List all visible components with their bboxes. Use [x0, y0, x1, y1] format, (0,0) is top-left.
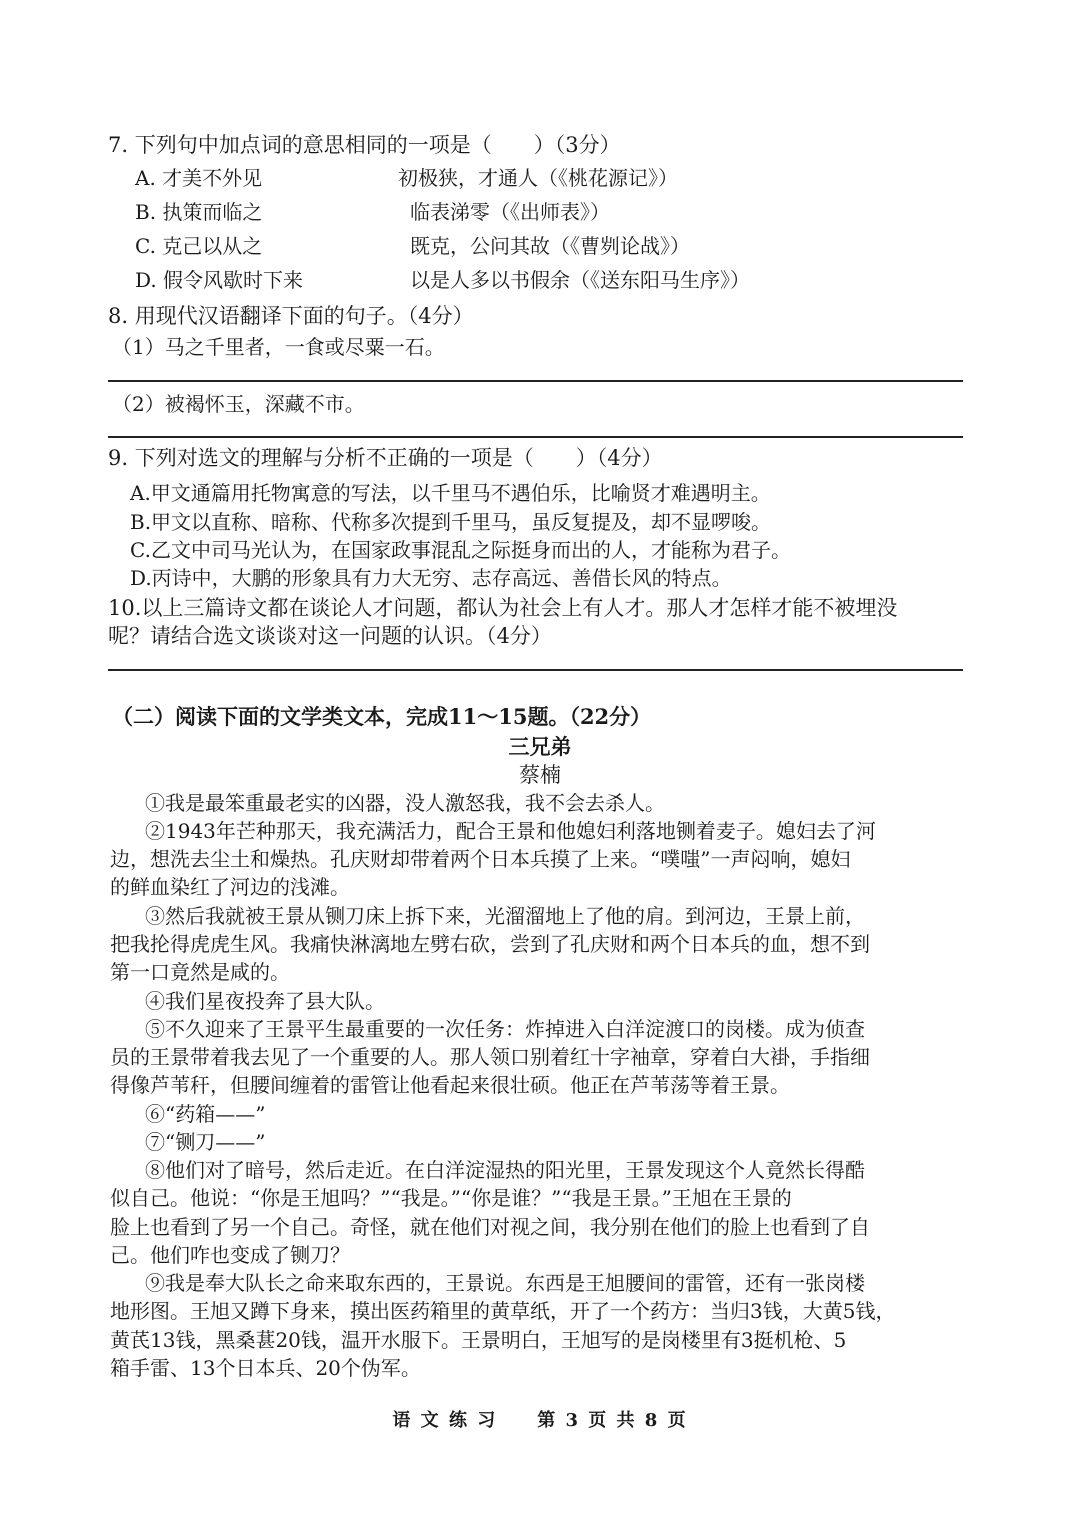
question-10-line-1: 10.以上三篇诗文都在谈论人才问题，都认为社会上有人才。那人才怎样才能不被埋没 — [108, 596, 898, 620]
passage-line: 似自己。他说：“你是王旭吗？”“我是。”“你是谁？”“我是王景。”王旭在王景的 — [110, 1186, 792, 1210]
q7-option-d-left: D. 假令风歇时下来 — [135, 268, 304, 292]
passage-line: 第一口竟然是咸的。 — [110, 960, 290, 984]
answer-line — [108, 380, 963, 382]
passage-line: ⑤不久迎来了王景平生最重要的一次任务：炸掉进入白洋淀渡口的岗楼。成为侦查 — [145, 1017, 865, 1041]
passage-line: ③然后我就被王景从铡刀床上拆下来，光溜溜地上了他的肩。到河边，王景上前， — [145, 904, 865, 928]
question-7-stem: 7. 下列句中加点词的意思相同的一项是（ ）（3分） — [108, 133, 621, 157]
answer-line — [108, 669, 963, 671]
passage-line: 黄芪13钱，黑桑葚20钱，温开水服下。王景明白，王旭写的是岗楼里有3挺机枪、5 — [110, 1328, 847, 1352]
passage-line: 边，想洗去尘土和燥热。孔庆财却带着两个日本兵摸了上来。“噗嗤”一声闷响，媳妇 — [110, 847, 851, 871]
question-10-line-2: 呢？请结合选文谈谈对这一问题的认识。（4分） — [108, 624, 552, 648]
section-2-heading: （二）阅读下面的文学类文本，完成11～15题。（22分） — [112, 704, 652, 729]
q7-option-a-left: A. 才美不外见 — [135, 166, 263, 190]
passage-line: 箱手雷、13个日本兵、20个伪军。 — [110, 1356, 421, 1380]
q9-option-c: C.乙文中司马光认为，在国家政事混乱之际挺身而出的人，才能称为君子。 — [130, 538, 791, 562]
story-title: 三兄弟 — [508, 734, 572, 759]
q7-option-c-left: C. 克己以从之 — [135, 234, 263, 258]
question-9-stem: 9. 下列对选文的理解与分析不正确的一项是（ ）（4分） — [108, 446, 663, 470]
question-8-stem: 8. 用现代汉语翻译下面的句子。（4分） — [108, 304, 474, 328]
passage-line: ⑦“铡刀——” — [145, 1130, 266, 1154]
passage-line: 地形图。王旭又蹲下身来，摸出医药箱里的黄草纸，开了一个药方：当归3钱，大黄5钱， — [110, 1299, 896, 1323]
q8-item-2: （2）被褐怀玉，深藏不市。 — [112, 392, 365, 416]
story-author: 蔡楠 — [519, 763, 561, 787]
q8-item-1: （1）马之千里者，一食或尽粟一石。 — [112, 335, 445, 359]
page-footer: 语 文 练 习 第 3 页 共 8 页 — [392, 1410, 688, 1431]
q9-option-d: D.丙诗中，大鹏的形象具有力大无穷、志存高远、善借长风的特点。 — [130, 566, 732, 590]
passage-line: 员的王景带着我去见了一个重要的人。那人领口别着红十字袖章，穿着白大褂，手指细 — [110, 1045, 870, 1069]
passage-line: ⑥“药箱——” — [145, 1102, 266, 1126]
q7-option-b-right: 临表涕零（《出师表》） — [410, 200, 610, 224]
passage-line: 己。他们咋也变成了铡刀？ — [110, 1243, 350, 1267]
passage-line: ①我是最笨重最老实的凶器，没人激怒我，我不会去杀人。 — [145, 791, 665, 815]
answer-line — [108, 436, 963, 438]
q7-option-d-right: 以是人多以书假余（《送东阳马生序》） — [410, 268, 750, 292]
passage-line: ⑧他们对了暗号，然后走近。在白洋淀湿热的阳光里，王景发现这个人竟然长得酷 — [145, 1158, 865, 1182]
q9-option-b: B.甲文以直称、暗称、代称多次提到千里马，虽反复提及，却不显啰唆。 — [130, 510, 772, 534]
passage-line: 得像芦苇秆，但腰间缠着的雷管让他看起来很壮硕。他正在芦苇荡等着王景。 — [110, 1073, 790, 1097]
passage-line: ②1943年芒种那天，我充满活力，配合王景和他媳妇利落地铡着麦子。媳妇去了河 — [145, 819, 876, 843]
q7-option-b-left: B. 执策而临之 — [135, 200, 263, 224]
passage-line: 脸上也看到了另一个自己。奇怪，就在他们对视之间，我分别在他们的脸上也看到了自 — [110, 1215, 870, 1239]
q7-option-a-right: 初极狭，才通人（《桃花源记》） — [398, 166, 678, 190]
q9-option-a: A.甲文通篇用托物寓意的写法，以千里马不遇伯乐，比喻贤才难遇明主。 — [130, 481, 771, 505]
passage-line: 的鲜血染红了河边的浅滩。 — [110, 875, 350, 899]
q7-option-c-right: 既克，公问其故（《曹刿论战》） — [410, 234, 690, 258]
passage-line: ④我们星夜投奔了县大队。 — [145, 989, 385, 1013]
passage-line: 把我抡得虎虎生风。我痛快淋漓地左劈右砍，尝到了孔庆财和两个日本兵的血，想不到 — [110, 932, 870, 956]
passage-line: ⑨我是奉大队长之命来取东西的，王景说。东西是王旭腰间的雷管，还有一张岗楼 — [145, 1271, 865, 1295]
